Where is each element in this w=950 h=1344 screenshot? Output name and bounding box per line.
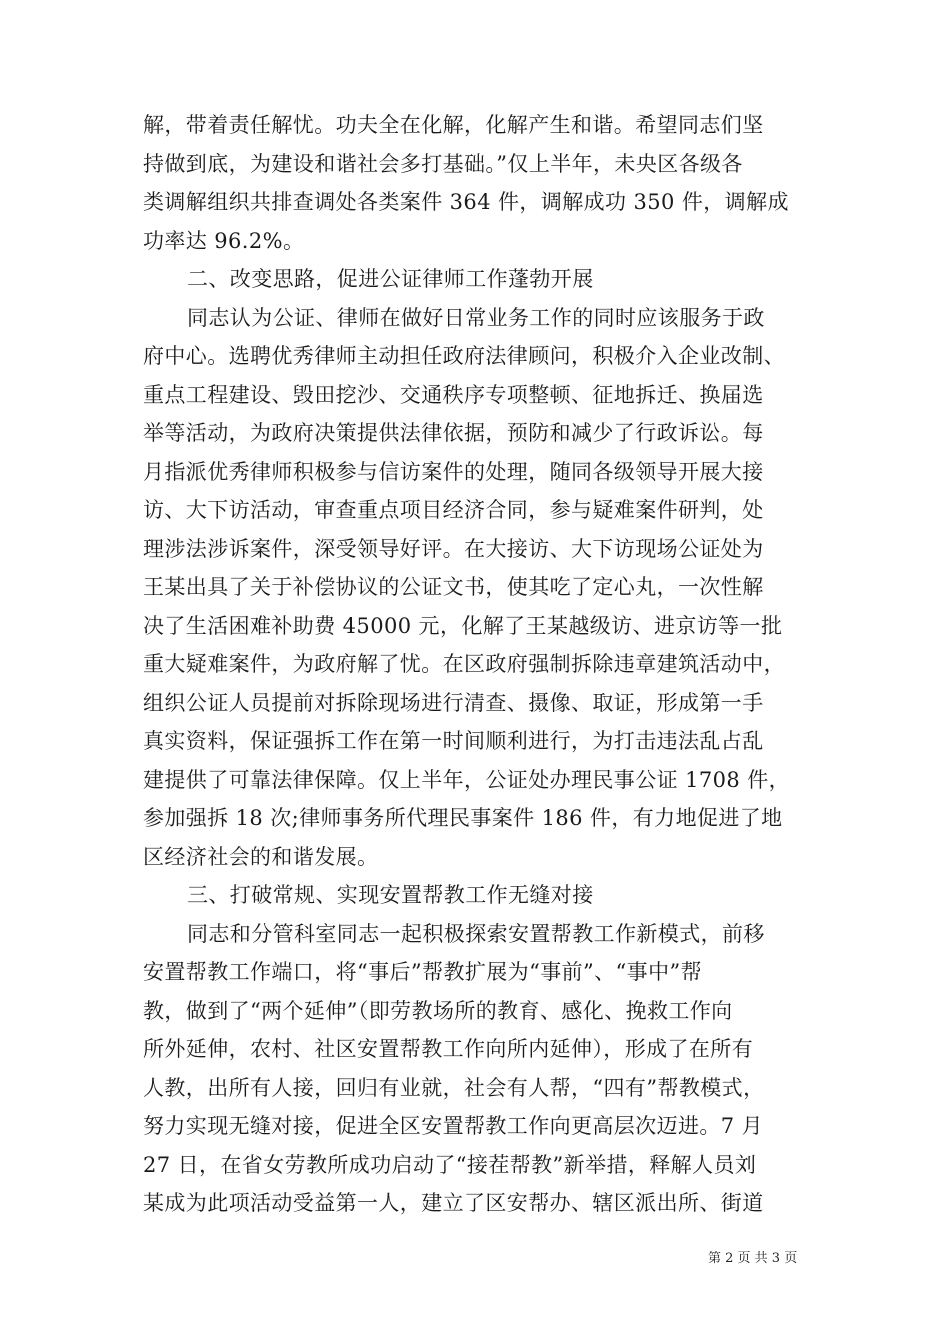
text-line: 二、改变思路，促进公证律师工作蓬勃开展 [187, 267, 594, 291]
text-line: 真实资料，保证强拆工作在第一时间顺利进行，为打击违法乱占乱 [143, 729, 764, 753]
text-line: 安置帮教工作端口，将“事后”帮教扩展为“事前”、“事中”帮 [143, 960, 703, 984]
text-line: 组织公证人员提前对拆除现场进行清查、摄像、取证，形成第一手 [143, 690, 764, 715]
text-line: 持做到底，为建设和谐社会多打基础。”仅上半年，未央区各级各 [143, 151, 743, 176]
text-line: 区经济社会的和谐发展。 [143, 844, 379, 869]
text-line: 某成为此项活动受益第一人，建立了区安帮办、辖区派出所、街道 [143, 1191, 764, 1215]
text-line: 解，带着责任解忧。功夫全在化解，化解产生和谐。希望同志们坚 [143, 113, 764, 137]
text-line: 重大疑难案件，为政府解了忧。在区政府强制拆除违章建筑活动中， [143, 652, 785, 676]
text-line: 重点工程建设、毁田挖沙、交通秩序专项整顿、征地拆迁、换届选 [143, 382, 764, 407]
text-line: 访、大下访活动，审查重点项目经济合同，参与疑难案件研判，处 [143, 498, 764, 522]
text-line: 决了生活困难补助费 45000 元，化解了王某越级访、进京访等一批 [143, 613, 783, 638]
text-line: 所外延伸，农村、社区安置帮教工作向所内延伸），形成了在所有 [143, 1037, 754, 1061]
text-line: 努力实现无缝对接，促进全区安置帮教工作向更高层次迈进。7 月 [143, 1114, 764, 1138]
text-line: 教，做到了“两个延伸”（即劳教场所的教育、感化、挽救工作向 [143, 998, 733, 1023]
text-line: 同志和分管科室同志一起积极探索安置帮教工作新模式，前移 [187, 921, 765, 946]
text-line: 建提供了可靠法律保障。仅上半年，公证处办理民事公证 1708 件， [143, 767, 790, 792]
document-body [143, 106, 809, 1223]
text-line: 27 日，在省女劳教所成功启动了“接茬帮教”新举措，释解人员刘 [143, 1152, 757, 1177]
text-line: 参加强拆 18 次;律师事务所代理民事案件 186 件，有力地促进了地 [143, 806, 783, 830]
text-line: 类调解组织共排查调处各类案件 364 件，调解成功 350 件，调解成 [143, 190, 789, 214]
text-line: 月指派优秀律师积极参与信访案件的处理，随同各级领导开展大接 [143, 459, 764, 484]
text-line: 同志认为公证、律师在做好日常业务工作的同时应该服务于政 [187, 305, 765, 330]
text-line: 人教，出所有人接，回归有业就，社会有人帮，“四有”帮教模式， [143, 1075, 765, 1100]
text-line: 功率达 96.2%。 [143, 228, 305, 253]
text-line: 王某出具了关于补偿协议的公证文书，使其吃了定心丸，一次性解 [143, 575, 764, 599]
text-line: 三、打破常规、实现安置帮教工作无缝对接 [187, 883, 594, 907]
text-line: 举等活动，为政府决策提供法律依据，预防和减少了行政诉讼。每 [143, 421, 764, 445]
text-line: 府中心。选聘优秀律师主动担任政府法律顾问，积极介入企业改制、 [143, 344, 785, 368]
text-line: 理涉法涉诉案件，深受领导好评。在大接访、大下访现场公证处为 [143, 536, 764, 561]
page-number: 第 2 页 共 3 页 [708, 1251, 798, 1266]
